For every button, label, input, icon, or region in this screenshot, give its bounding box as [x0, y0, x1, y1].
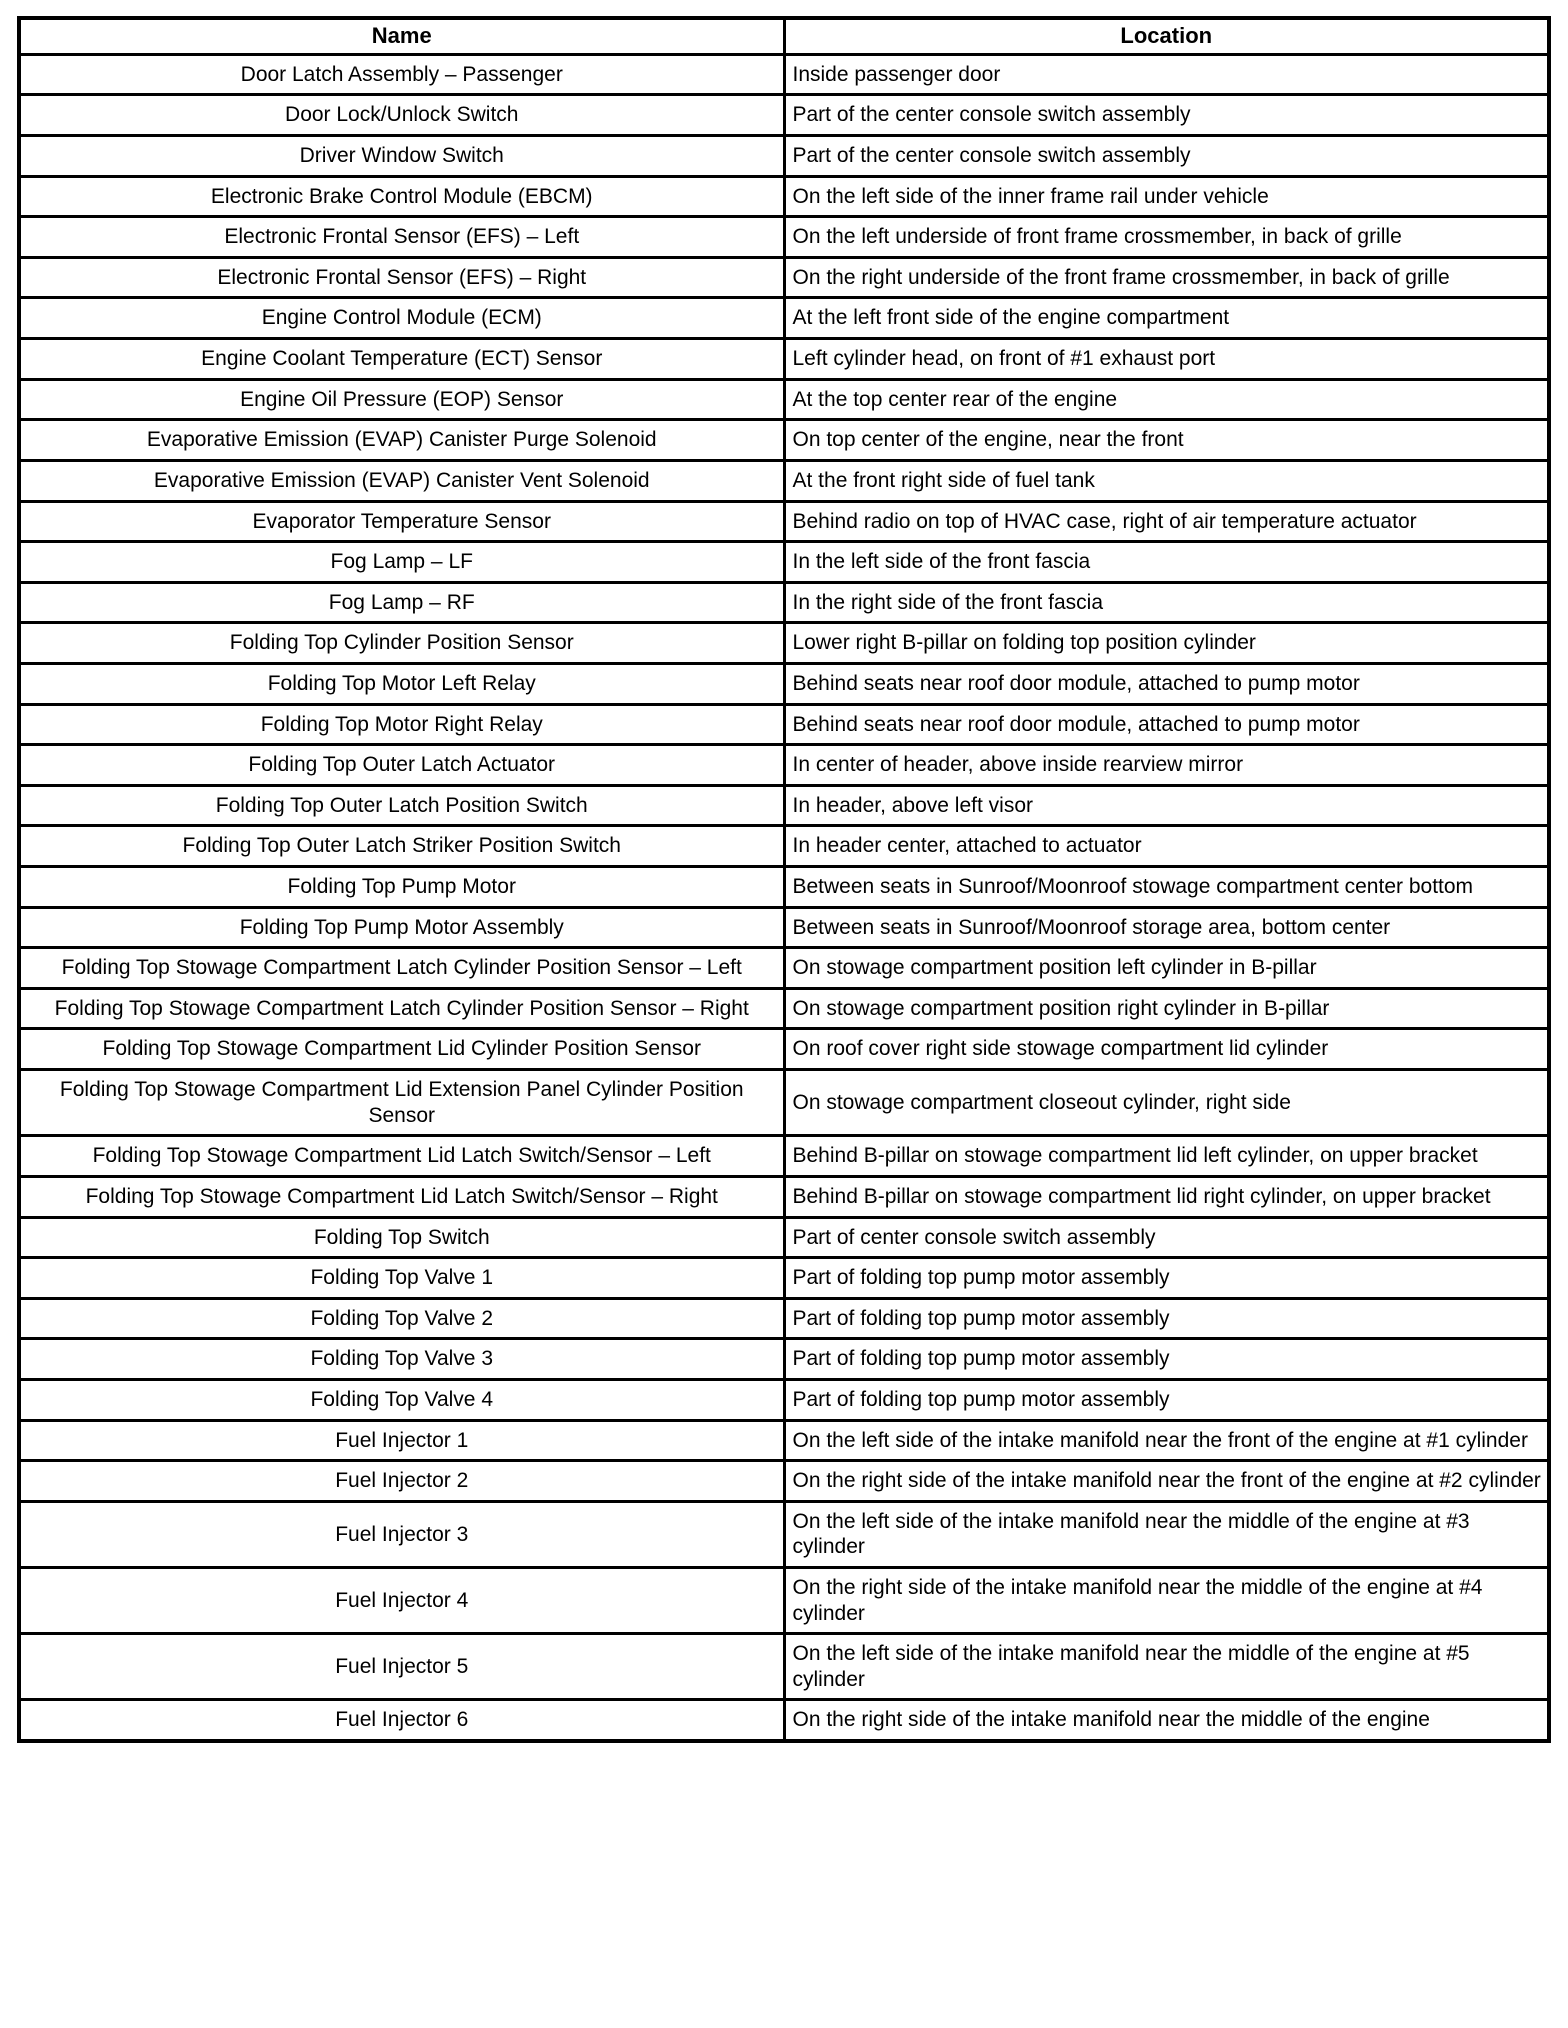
component-location-cell: Part of folding top pump motor assembly — [784, 1258, 1549, 1299]
component-name-cell: Fuel Injector 6 — [19, 1700, 784, 1741]
component-location-cell: Part of the center console switch assembly — [784, 95, 1549, 136]
table-row — [19, 136, 1549, 177]
table-row — [19, 704, 1549, 745]
table-row — [19, 1379, 1549, 1420]
table-row — [19, 54, 1549, 95]
component-name-cell: Folding Top Pump Motor Assembly — [19, 907, 784, 948]
table-row — [19, 1420, 1549, 1461]
component-location-cell: In center of header, above inside rearview mirror — [784, 745, 1549, 786]
component-location-cell: On the left side of the inner frame rail under vehicle — [784, 176, 1549, 217]
component-location-cell: Part of center console switch assembly — [784, 1217, 1549, 1258]
component-location-cell: On stowage compartment position left cylinder in B-pillar — [784, 948, 1549, 989]
table-row — [19, 948, 1549, 989]
component-name-cell: Door Lock/Unlock Switch — [19, 95, 784, 136]
table-row — [19, 785, 1549, 826]
table-row — [19, 379, 1549, 420]
component-location-cell: Behind seats near roof door module, attached to pump motor — [784, 663, 1549, 704]
table-row — [19, 1298, 1549, 1339]
table-row — [19, 542, 1549, 583]
component-location-cell: On stowage compartment position right cylinder in B-pillar — [784, 988, 1549, 1029]
component-name-cell: Folding Top Stowage Compartment Lid Cylinder Position Sensor — [19, 1029, 784, 1070]
component-location-cell: On stowage compartment closeout cylinder, right side — [784, 1070, 1549, 1136]
table-row — [19, 1700, 1549, 1741]
component-name-cell: Fuel Injector 5 — [19, 1634, 784, 1700]
table-row — [19, 1567, 1549, 1633]
component-name-cell: Engine Oil Pressure (EOP) Sensor — [19, 379, 784, 420]
table-row — [19, 745, 1549, 786]
component-name-cell: Folding Top Stowage Compartment Lid Latch Switch/Sensor – Left — [19, 1136, 784, 1177]
component-name-cell: Folding Top Outer Latch Striker Position Switch — [19, 826, 784, 867]
table-body — [19, 54, 1549, 1741]
component-location-cell: Part of folding top pump motor assembly — [784, 1339, 1549, 1380]
component-location-cell: Left cylinder head, on front of #1 exhaust port — [784, 339, 1549, 380]
component-location-cell: On the left side of the intake manifold near the front of the engine at #1 cylinder — [784, 1420, 1549, 1461]
table-row — [19, 1461, 1549, 1502]
table-row — [19, 217, 1549, 258]
table-row — [19, 867, 1549, 908]
component-location-cell: At the top center rear of the engine — [784, 379, 1549, 420]
header-location-column: Location — [784, 18, 1549, 54]
component-location-cell: Part of the center console switch assembly — [784, 136, 1549, 177]
table-row — [19, 1258, 1549, 1299]
component-name-cell: Electronic Frontal Sensor (EFS) – Left — [19, 217, 784, 258]
component-name-cell: Folding Top Stowage Compartment Lid Latch Switch/Sensor – Right — [19, 1176, 784, 1217]
component-name-cell: Door Latch Assembly – Passenger — [19, 54, 784, 95]
component-location-cell: On top center of the engine, near the front — [784, 420, 1549, 461]
component-location-cell: On the right side of the intake manifold near the middle of the engine at #4 cylinder — [784, 1567, 1549, 1633]
component-location-cell: Lower right B-pillar on folding top position cylinder — [784, 623, 1549, 664]
header-row — [19, 18, 1549, 54]
component-name-cell: Folding Top Stowage Compartment Latch Cylinder Position Sensor – Left — [19, 948, 784, 989]
table-row — [19, 1176, 1549, 1217]
component-location-cell: Behind B-pillar on stowage compartment lid right cylinder, on upper bracket — [784, 1176, 1549, 1217]
component-name-cell: Evaporative Emission (EVAP) Canister Purge Solenoid — [19, 420, 784, 461]
component-name-cell: Evaporative Emission (EVAP) Canister Vent Solenoid — [19, 460, 784, 501]
component-location-cell: At the front right side of fuel tank — [784, 460, 1549, 501]
component-location-cell: On the right side of the intake manifold near the front of the engine at #2 cylinder — [784, 1461, 1549, 1502]
table-row — [19, 988, 1549, 1029]
component-name-cell: Fuel Injector 3 — [19, 1501, 784, 1567]
component-name-cell: Fog Lamp – RF — [19, 582, 784, 623]
table-row — [19, 420, 1549, 461]
component-location-cell: Part of folding top pump motor assembly — [784, 1379, 1549, 1420]
component-name-cell: Folding Top Valve 1 — [19, 1258, 784, 1299]
component-name-cell: Fog Lamp – LF — [19, 542, 784, 583]
component-location-cell: Between seats in Sunroof/Moonroof stowage compartment center bottom — [784, 867, 1549, 908]
component-name-cell: Folding Top Switch — [19, 1217, 784, 1258]
component-name-cell: Folding Top Valve 4 — [19, 1379, 784, 1420]
table-row — [19, 623, 1549, 664]
component-location-cell: On the right side of the intake manifold near the middle of the engine — [784, 1700, 1549, 1741]
component-name-cell: Engine Coolant Temperature (ECT) Sensor — [19, 339, 784, 380]
component-name-cell: Fuel Injector 4 — [19, 1567, 784, 1633]
table-row — [19, 1339, 1549, 1380]
component-location-cell: On roof cover right side stowage compartment lid cylinder — [784, 1029, 1549, 1070]
component-name-cell: Folding Top Pump Motor — [19, 867, 784, 908]
table-row — [19, 298, 1549, 339]
table-row — [19, 1070, 1549, 1136]
component-location-cell: In the right side of the front fascia — [784, 582, 1549, 623]
table-row — [19, 907, 1549, 948]
table-row — [19, 1501, 1549, 1567]
component-name-cell: Electronic Brake Control Module (EBCM) — [19, 176, 784, 217]
table-row — [19, 1217, 1549, 1258]
component-location-cell: Behind B-pillar on stowage compartment lid left cylinder, on upper bracket — [784, 1136, 1549, 1177]
table-row — [19, 501, 1549, 542]
table-row — [19, 460, 1549, 501]
table-row — [19, 176, 1549, 217]
component-location-cell: In header, above left visor — [784, 785, 1549, 826]
header-name-column: Name — [19, 18, 784, 54]
component-location-cell: On the left underside of front frame crossmember, in back of grille — [784, 217, 1549, 258]
component-name-cell: Fuel Injector 2 — [19, 1461, 784, 1502]
component-location-cell: On the left side of the intake manifold near the middle of the engine at #3 cylinder — [784, 1501, 1549, 1567]
component-name-cell: Engine Control Module (ECM) — [19, 298, 784, 339]
component-name-cell: Folding Top Cylinder Position Sensor — [19, 623, 784, 664]
table-row — [19, 1136, 1549, 1177]
table-header — [19, 18, 1549, 54]
component-name-cell: Folding Top Valve 2 — [19, 1298, 784, 1339]
table-row — [19, 339, 1549, 380]
component-name-cell: Fuel Injector 1 — [19, 1420, 784, 1461]
component-location-cell: Between seats in Sunroof/Moonroof storage area, bottom center — [784, 907, 1549, 948]
table-row — [19, 826, 1549, 867]
component-name-cell: Folding Top Valve 3 — [19, 1339, 784, 1380]
table-row — [19, 95, 1549, 136]
component-location-cell: At the left front side of the engine compartment — [784, 298, 1549, 339]
component-location-cell: Inside passenger door — [784, 54, 1549, 95]
component-location-cell: Part of folding top pump motor assembly — [784, 1298, 1549, 1339]
table-row — [19, 663, 1549, 704]
component-name-cell: Folding Top Motor Right Relay — [19, 704, 784, 745]
component-name-cell: Folding Top Stowage Compartment Latch Cylinder Position Sensor – Right — [19, 988, 784, 1029]
component-name-cell: Electronic Frontal Sensor (EFS) – Right — [19, 257, 784, 298]
component-name-cell: Folding Top Outer Latch Actuator — [19, 745, 784, 786]
table-row — [19, 582, 1549, 623]
component-name-cell: Folding Top Motor Left Relay — [19, 663, 784, 704]
table-row — [19, 1634, 1549, 1700]
component-name-cell: Folding Top Stowage Compartment Lid Extension Panel Cylinder Position Sensor — [19, 1070, 784, 1136]
component-location-table — [17, 16, 1551, 1743]
component-name-cell: Evaporator Temperature Sensor — [19, 501, 784, 542]
component-location-cell: Behind seats near roof door module, attached to pump motor — [784, 704, 1549, 745]
component-name-cell: Driver Window Switch — [19, 136, 784, 177]
component-location-cell: On the right underside of the front frame crossmember, in back of grille — [784, 257, 1549, 298]
component-location-cell: In header center, attached to actuator — [784, 826, 1549, 867]
component-location-cell: In the left side of the front fascia — [784, 542, 1549, 583]
component-location-cell: On the left side of the intake manifold near the middle of the engine at #5 cylinder — [784, 1634, 1549, 1700]
table-row — [19, 257, 1549, 298]
component-location-cell: Behind radio on top of HVAC case, right of air temperature actuator — [784, 501, 1549, 542]
table-row — [19, 1029, 1549, 1070]
component-name-cell: Folding Top Outer Latch Position Switch — [19, 785, 784, 826]
